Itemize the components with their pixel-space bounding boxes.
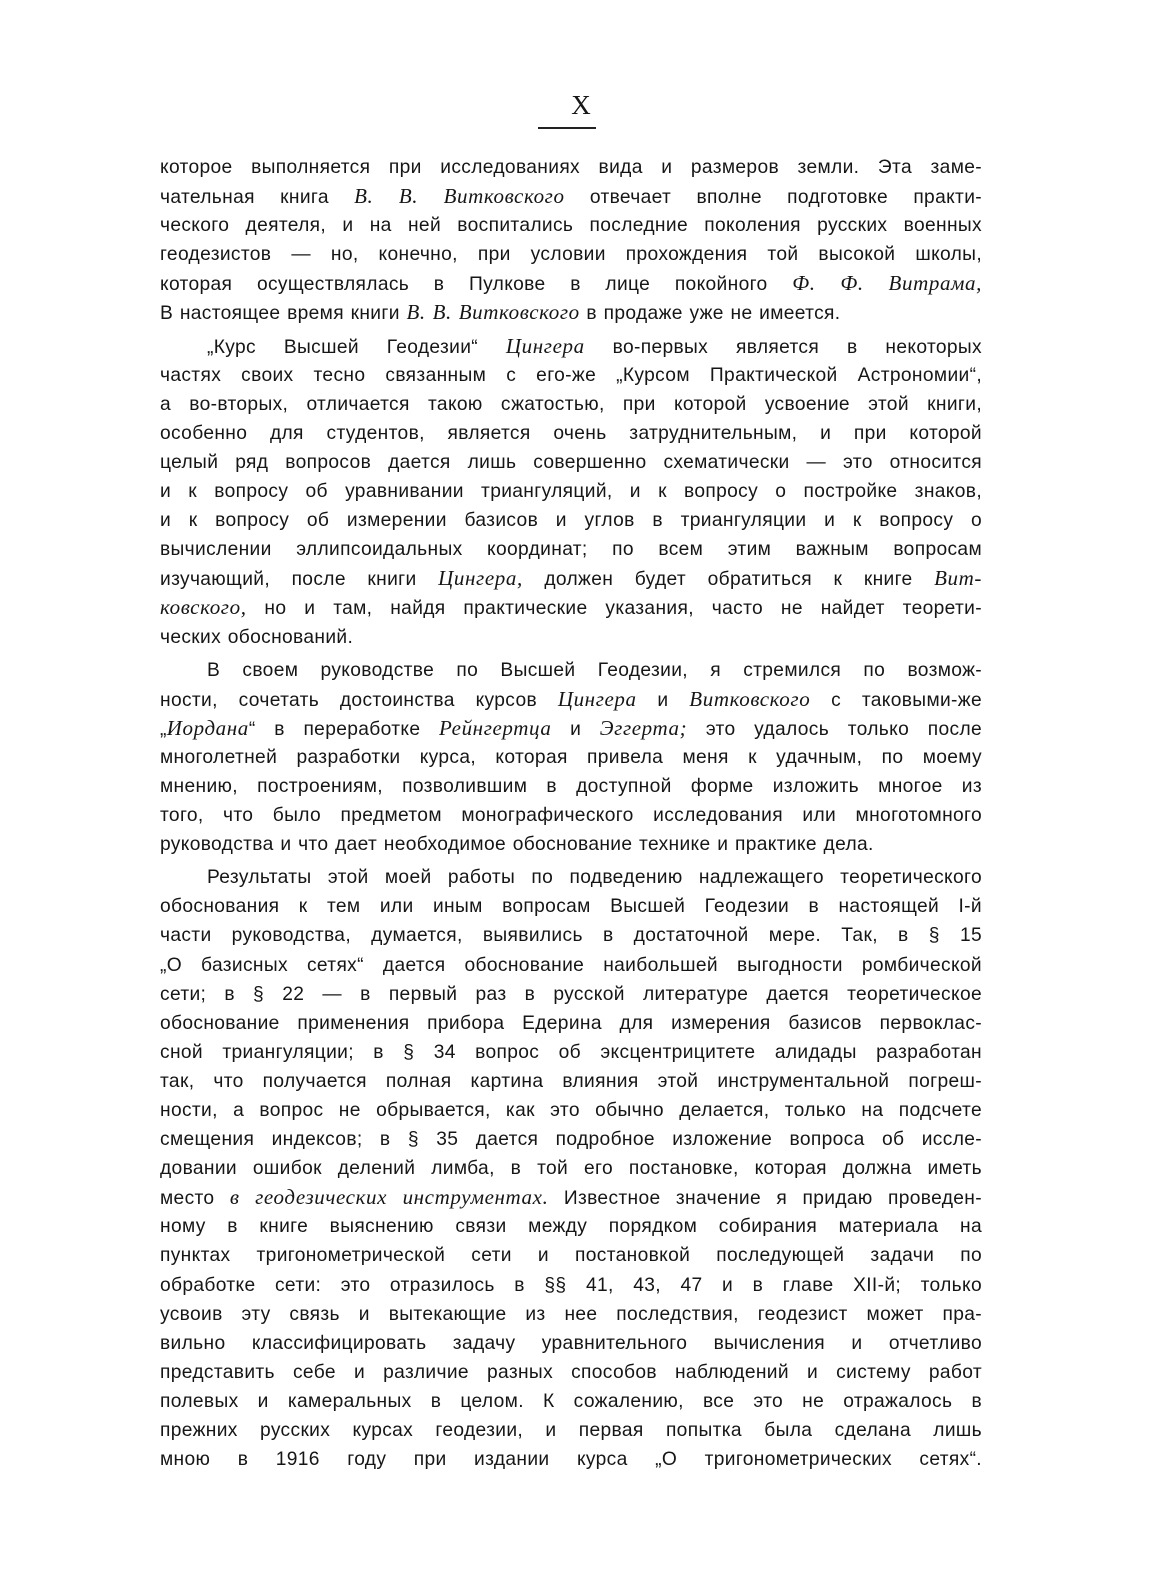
text-line [160,951,982,980]
text-line [160,772,982,801]
text-line [160,1445,982,1474]
italic-name: Вит- [934,566,982,591]
text-run: геодезистов — но, конечно, при условии прохождения той высокой школы, [160,244,982,266]
text-line [160,1154,982,1183]
text-line [160,1212,982,1241]
text-run: представить себе и различие разных способов наблюдений и систему работ [160,1361,982,1383]
italic-name: В. В. Витковского [406,300,580,325]
text-line [160,298,982,327]
text-line [160,830,982,859]
text-run: отвечает вполне подготовке практи- [564,187,983,209]
text-line [160,1125,982,1154]
text-run: изучающий, после книги [160,569,439,591]
text-run: части руководства, думается, выявились в достаточной мере. Так, в § 15 [160,925,982,947]
text-run: обоснования к тем или иным вопросам Высшей Геодезии в настоящей I-й [160,896,982,918]
text-line [160,564,982,593]
text-run: сной триангуляции; в § 34 вопрос об эксцентрицитете алидады разработан [160,1041,982,1063]
text-run: в продаже уже не имеется. [579,303,841,325]
text-line [160,980,982,1009]
italic-name: Эггерта; [599,715,688,740]
text-line [160,1300,982,1329]
text-run: так, что получается полная картина влияния этой инструментальной погреш- [160,1070,982,1092]
text-run: ному в книге выяснению связи между порядком собирания материала на [160,1216,982,1238]
text-line [160,921,982,950]
text-run: „ [160,718,167,740]
text-run: „Курс Высшей Геодезии“ [207,336,506,358]
text-run: усвоив эту связь и вытекающие из нее последствия, геодезист может пра- [160,1303,982,1325]
paragraph [160,332,982,652]
text-run: ности, а вопрос не обрывается, как это обычно делается, только на подсчете [160,1100,982,1121]
text-run: мнению, построениям, позволившим в доступной форме изложить многое из [160,775,982,797]
text-run: ности, сочетать достоинства курсов [160,689,558,711]
text-run: вычислении эллипсоидальных координат; по всем этим важным вопросам [160,539,982,561]
text-run: и [551,718,600,740]
text-run: ческих обоснований. [160,626,354,648]
text-run: многолетней разработки курса, которая привела меня к удачным, по моему [160,746,982,768]
text-run: обоснование применения прибора Едерина для измерения базисов первоклас- [160,1012,982,1034]
text-run: Результаты этой моей работы по подведению надлежащего теоретического [207,867,982,889]
text-run: которое выполняется при исследованиях вида и размеров земли. Эта заме- [160,157,982,178]
text-run: пунктах тригонометрической сети и постановкой последующей задачи по [160,1245,982,1267]
text-line [160,211,982,240]
text-line [160,153,982,182]
text-run: а во-вторых, отличается такою сжатостью, при которой усвоение этой книги, [160,393,982,415]
text-run: прежних русских курсах геодезии, и первая попытка была сделана лишь [160,1420,982,1442]
text-run: Известное значение я придаю проведен- [548,1188,982,1210]
text-line [160,863,982,892]
page-number: X [571,90,592,120]
text-run: которая осуществлялась в Пулкове в лице покойного [160,274,793,296]
text-run: В настоящее время книги [160,303,407,325]
italic-name: ковского, [160,595,247,620]
text-line [160,419,982,448]
italic-name: в геодезических инструментах. [229,1185,549,1210]
italic-name: В. В. Витковского [354,184,565,209]
text-line [160,593,982,622]
text-run: но и там, найдя практические указания, часто не найдет теорети- [246,598,982,620]
text-line [160,1009,982,1038]
text-run: руководства и что дает необходимое обоснование технике и практике дела. [160,834,874,856]
text-line [160,801,982,830]
text-line [160,332,982,361]
text-line [160,361,982,390]
paragraph [160,656,982,860]
text-run: чательная книга [160,187,355,209]
text-run: „О базисных сетях“ дается обоснование наибольшей выгодности ромбической [160,954,982,976]
italic-name: Цингера [505,333,585,358]
body-text [160,153,982,1474]
text-run: полевых и камеральных в целом. К сожалению, все это не отражалось в [160,1390,982,1412]
text-run: “ в переработке [248,718,439,740]
text-line [160,656,982,685]
text-line [160,743,982,772]
text-run: ческого деятеля, и на ней воспитались последние поколения русских военных [160,215,982,237]
text-line [160,506,982,535]
text-run: довании ошибок делений лимба, в той его постановке, которая должна иметь [160,1158,982,1180]
paragraph [160,153,982,328]
italic-name: Ф. Ф. Витрама, [792,271,983,296]
text-line [160,182,982,211]
text-line [160,1329,982,1358]
text-line [160,623,982,652]
text-line [160,240,982,269]
text-line [160,477,982,506]
text-line [160,1183,982,1212]
italic-name: Витковского [689,686,811,711]
text-line [160,1241,982,1270]
text-line [160,1096,982,1125]
text-line [160,892,982,921]
text-run: мною в 1916 году при издании курса „О тригонометрических сетях“. [160,1449,982,1471]
text-line [160,1358,982,1387]
text-run: и [636,689,690,711]
page-number-rule [538,127,596,129]
text-run: смещения индексов; в § 35 дается подробное изложение вопроса об иссле- [160,1129,982,1151]
text-run: того, что было предметом монографического исследования или многотомного [160,805,982,827]
text-line [160,1416,982,1445]
paragraph [160,863,982,1474]
text-run: это удалось только после [687,718,983,740]
text-line [160,1067,982,1096]
text-run: должен будет обратиться к книге [522,569,935,591]
text-line [160,448,982,477]
italic-name: Цингера [557,686,637,711]
text-run: вильно классифицировать задачу уравнительного вычисления и отчетливо [160,1332,982,1354]
text-line [160,1038,982,1067]
text-line [160,269,982,298]
text-run: сети; в § 22 — в первый раз в русской литературе дается теоретическое [160,983,982,1005]
text-run: целый ряд вопросов дается лишь совершенно схематически — это относится [160,451,982,473]
text-line [160,1387,982,1416]
text-run: место [160,1188,230,1210]
italic-name: Цингера, [438,566,523,591]
text-run: и к вопросу об уравнивании триангуляций, и к вопросу о постройке знаков, [160,481,982,503]
text-run: частях своих тесно связанным с его-же „Курсом Практической Астрономии“, [160,364,982,386]
text-run: В своем руководстве по Высшей Геодезии, я стремился по возмож- [207,659,982,681]
text-line [160,685,982,714]
text-run: с таковыми-же [810,689,982,711]
italic-name: Рейнгертца [438,715,552,740]
text-run: и к вопросу об измерении базисов и углов в триангуляции и к вопросу о [160,510,982,532]
text-line [160,1271,982,1300]
text-run: обработке сети: это отразилось в §§ 41, 43, 47 и в главе XII-й; только [160,1274,982,1296]
italic-name: Иордана [166,715,249,740]
text-run: во-первых является в некоторых [584,336,982,358]
text-run: особенно для студентов, является очень затруднительным, и при которой [160,422,982,444]
text-line [160,714,982,743]
text-line [160,535,982,564]
text-line [160,390,982,419]
